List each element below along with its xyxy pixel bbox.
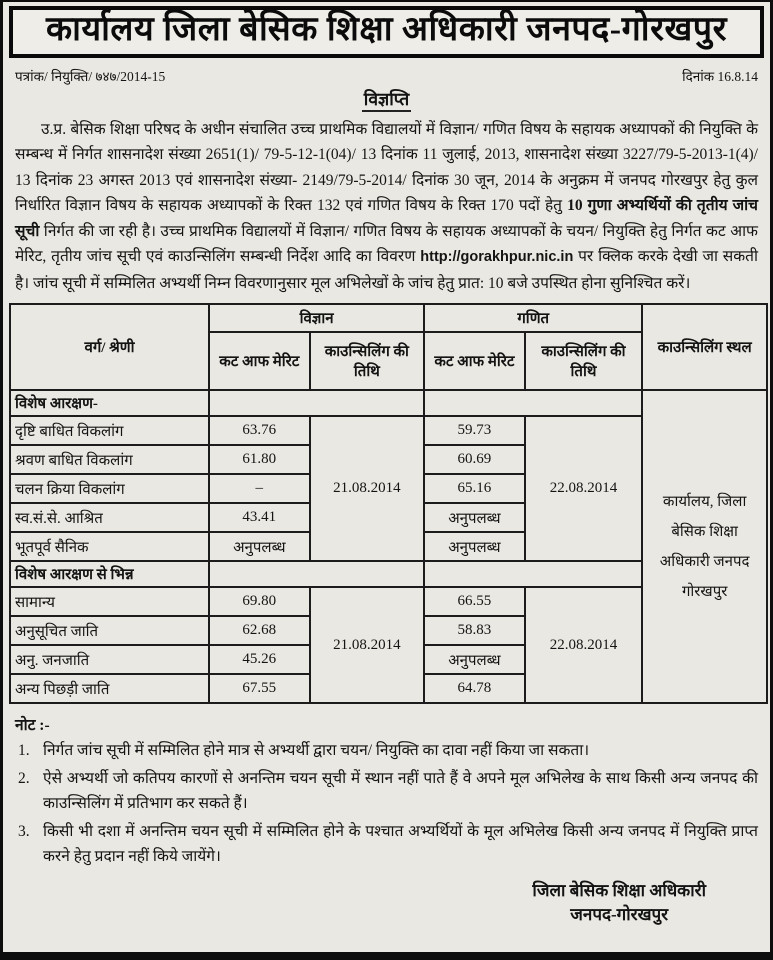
paragraph-segment: पर क्लिक करके देखी जा सकती है। जांच सूची में सम्मिलित अभ्यर्थी निम्न विवरणानुसार मूल अभिलेखों के जांच हेतु प्रात: 10 बजे उपस्थित होना सुनिश्चित करें।: [15, 248, 758, 292]
math-cutoff-cell: अनुपलब्ध: [424, 532, 525, 561]
title-banner: [9, 6, 764, 58]
science-date-cell: 21.08.2014: [310, 416, 425, 561]
notice-heading: विज्ञप्ति: [9, 87, 764, 111]
note-item: [15, 738, 758, 763]
header-category: वर्ग/ श्रेणी: [10, 304, 209, 390]
science-cutoff-cell: –: [209, 474, 310, 503]
note-text: निर्गत जांच सूची में सम्मिलित होने मात्र से अभ्यर्थी द्वारा चयन/ नियुक्ति का दावा नहीं किया जा सकता।: [43, 742, 590, 760]
section-row-special-reservation: [10, 390, 767, 416]
note-number: 1.: [18, 742, 30, 760]
note-number: 2.: [18, 770, 30, 788]
science-cutoff-cell: 45.26: [209, 645, 310, 674]
math-date-cell: 22.08.2014: [525, 587, 643, 703]
math-cutoff-cell: अनुपलब्ध: [424, 503, 525, 532]
category-cell: स्व.सं.से. आश्रित: [10, 503, 209, 532]
math-cutoff-cell: 59.73: [424, 416, 525, 445]
category-cell: सामान्य: [10, 587, 209, 616]
math-date-cell: 22.08.2014: [525, 416, 643, 561]
paragraph-segment: उ.प्र. बेसिक शिक्षा परिषद के अधीन संचालित उच्च प्राथमिक विद्यालयों में विज्ञान/ गणित विषय के सहायक अध्यापकों की नियुक्ति के सम्बन्ध में निर्गत शासनादेश संख्या 2651(1)/ 79-5-12-1(04)/ 13 दिनांक 11 जुलाई, 2013, शासनादेश संख्या 3227/79-5-2013-1(4)/ 13 दिनांक 23 अगस्त 2013 एवं शासनादेश संख्या- 2149/79-5-2014/ दिनांक 30 जून, 2014 के अनुक्रम में जनपद गोरखपुर हेतु कुल निर्धारित विज्ञान विषय के सहायक अध्यापकों के रिक्त 132 एवं गणित विषय के रिक्त 170 पदों हेतु: [15, 120, 758, 215]
math-cutoff-cell: 64.78: [424, 674, 525, 703]
notice-paragraph: [15, 117, 758, 297]
science-cutoff-cell: 67.55: [209, 674, 310, 703]
science-cutoff-cell: अनुपलब्ध: [209, 532, 310, 561]
reference-row: [15, 67, 758, 85]
header-science: विज्ञान: [209, 304, 424, 332]
cutoff-merit-table: [9, 303, 768, 704]
note-item: [15, 766, 758, 816]
category-cell: चलन क्रिया विकलांग: [10, 474, 209, 503]
paragraph-segment: निर्गत की जा रही है। उच्च प्राथमिक विद्यालयों में विज्ञान/ गणित विषय के सहायक अध्यापकों के चयन/ नियुक्ति हेतु निर्गत कट आफ मेरिट, तृतीय जांच सूची एवं काउन्सिलिंग सम्बन्धी निर्देश आदि का विवरण: [15, 222, 758, 266]
section-label: विशेष आरक्षण-: [10, 390, 209, 416]
signature-block: [9, 879, 706, 927]
table-header-row-1: [10, 304, 767, 332]
category-cell: श्रवण बाधित विकलांग: [10, 445, 209, 474]
notes-heading: नोट :-: [15, 717, 50, 735]
signature-designation: जिला बेसिक शिक्षा अधिकारी: [532, 881, 706, 901]
note-text: किसी भी दशा में अनन्तिम चयन सूची में सम्मिलित होने के पश्चात अभ्यर्थियों के मूल अभिलेख किसी अन्य जनपद में नियुक्ति प्राप्त करने हेतु प्रदान नहीं किये जायेंगे।: [43, 823, 758, 866]
header-science-cutoff: कट आफ मेरिट: [209, 332, 310, 390]
venue-value-cell: कार्यालय, जिला बेसिक शिक्षा अधिकारी जनपद गोरखपुर: [642, 390, 767, 703]
science-cutoff-cell: 43.41: [209, 503, 310, 532]
header-science-date: काउन्सिलिंग की तिथि: [310, 332, 425, 390]
empty-cell: [424, 390, 642, 416]
notice-date: दिनांक 16.8.14: [682, 68, 758, 84]
math-cutoff-cell: 60.69: [424, 445, 525, 474]
header-math: गणित: [424, 304, 642, 332]
header-venue: काउन्सिलिंग स्थल: [642, 304, 767, 390]
header-math-cutoff: कट आफ मेरिट: [424, 332, 525, 390]
math-cutoff-cell: 65.16: [424, 474, 525, 503]
note-item: [15, 819, 758, 869]
category-cell: अनुसूचित जाति: [10, 616, 209, 645]
science-cutoff-cell: 62.68: [209, 616, 310, 645]
notes-section: [15, 713, 758, 869]
science-cutoff-cell: 61.80: [209, 445, 310, 474]
reference-number: पत्रांक/ नियुक्ति/ ७४७/2014-15: [15, 68, 166, 84]
header-math-date: काउन्सिलिंग की तिथि: [525, 332, 643, 390]
empty-cell: [424, 561, 642, 587]
empty-cell: [209, 390, 424, 416]
science-cutoff-cell: 69.80: [209, 587, 310, 616]
category-cell: दृष्टि बाधित विकलांग: [10, 416, 209, 445]
category-cell: अन्य पिछड़ी जाति: [10, 674, 209, 703]
category-cell: अनु. जनजाति: [10, 645, 209, 674]
math-cutoff-cell: 58.83: [424, 616, 525, 645]
math-cutoff-cell: अनुपलब्ध: [424, 645, 525, 674]
note-number: 3.: [18, 823, 30, 841]
science-cutoff-cell: 63.76: [209, 416, 310, 445]
section-label: विशेष आरक्षण से भिन्न: [10, 561, 209, 587]
empty-cell: [209, 561, 424, 587]
math-cutoff-cell: 66.55: [424, 587, 525, 616]
science-date-cell: 21.08.2014: [310, 587, 425, 703]
note-text: ऐसे अभ्यर्थी जो कतिपय कारणों से अनन्तिम चयन सूची में स्थान नहीं पाते हैं वे अपने मूल अभिलेख के साथ किसी अन्य जनपद की काउन्सिलिंग में प्रतिभाग कर सकते हैं।: [43, 770, 758, 813]
signature-district: जनपद-गोरखपुर: [570, 905, 669, 925]
website-url-text: http://gorakhpur.nic.in: [420, 249, 574, 266]
paragraph-bold-segment: 10 गुणा अभ्यर्थियों की तृतीय जांच सूची: [15, 197, 758, 240]
office-title: कार्यालय जिला बेसिक शिक्षा अधिकारी जनपद-गोरखपुर: [45, 11, 728, 48]
category-cell: भूतपूर्व सैनिक: [10, 532, 209, 561]
